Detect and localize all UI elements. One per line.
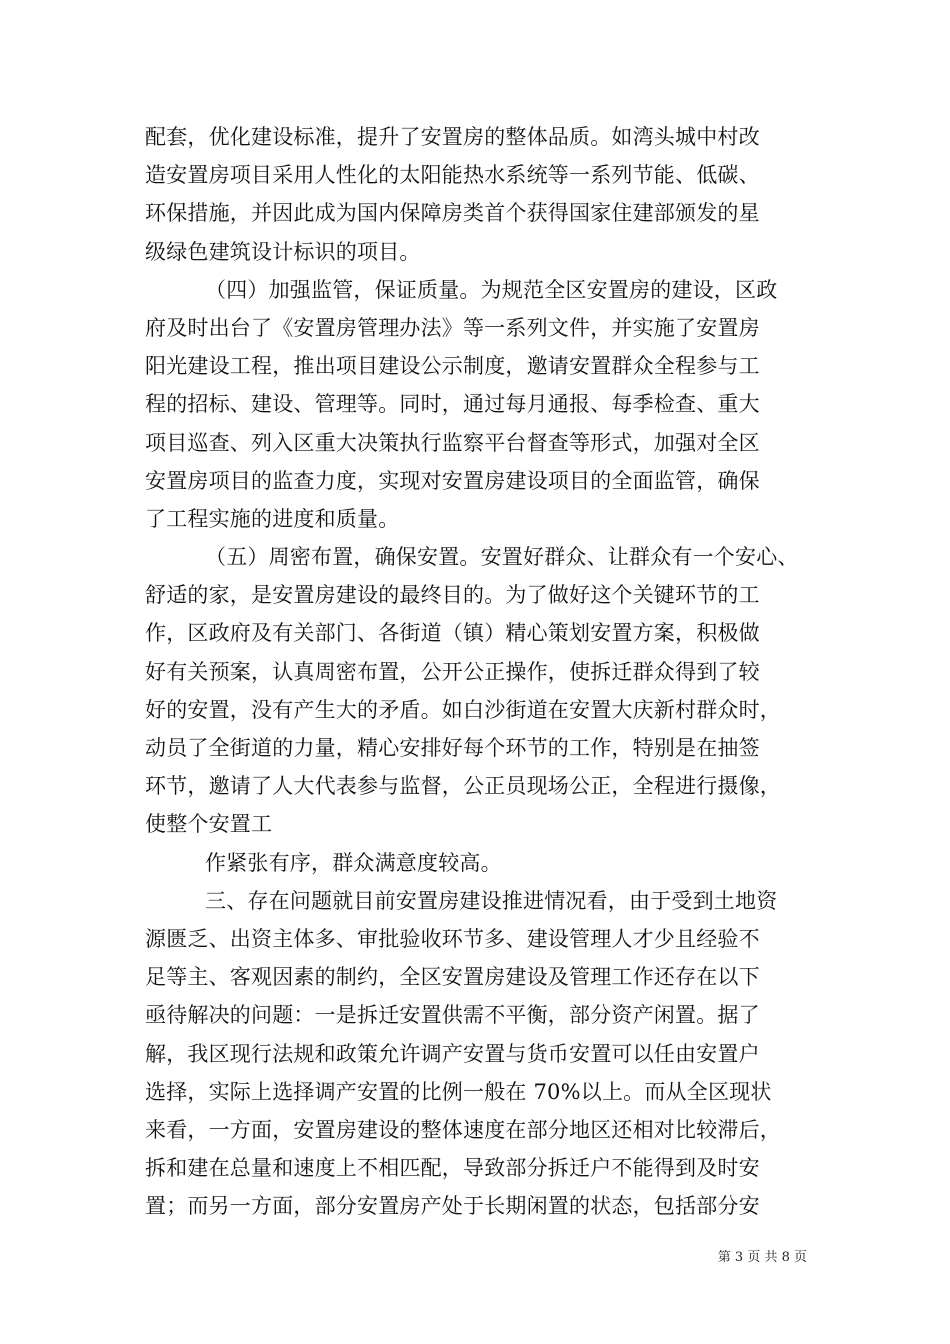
text-line: 环节，邀请了人大代表参与监督，公正员现场公正，全程进行摄像， [145, 774, 781, 799]
text-line: 来看，一方面，安置房建设的整体速度在部分地区还相对比较滞后， [145, 1117, 781, 1142]
text-line: 阳光建设工程，推出项目建设公示制度，邀请安置群众全程参与工 [145, 354, 760, 379]
text-line: 造安置房项目采用人性化的太阳能热水系统等一系列节能、低碳、 [145, 163, 760, 188]
text-line: 了工程实施的进度和质量。 [145, 506, 400, 531]
text-line: 动员了全街道的力量，精心安排好每个环节的工作，特别是在抽签 [145, 736, 760, 760]
text-line: 源匮乏、出资主体多、审批验收环节多、建设管理人才少且经验不 [145, 926, 760, 951]
body-text [145, 118, 805, 1225]
text-line: 使整个安置工 [145, 812, 273, 837]
text-line: 府及时出台了《安置房管理办法》等一系列文件，并实施了安置房 [145, 315, 760, 340]
text-line: （五）周密布置，确保安置。安置好群众、让群众有一个安心、 [205, 545, 799, 570]
text-line: 亟待解决的问题：一是拆迁安置供需不平衡，部分资产闲置。据了 [145, 1003, 760, 1028]
text-line: 拆和建在总量和速度上不相匹配，导致部分拆迁户不能得到及时安 [145, 1156, 760, 1181]
page-number: 第 3 页 共 8 页 [717, 1250, 807, 1265]
text-line: 好的安置，没有产生大的矛盾。如白沙街道在安置大庆新村群众时， [145, 697, 781, 722]
text-line: （四）加强监管，保证质量。为规范全区安置房的建设，区政 [205, 277, 778, 302]
text-line: 作，区政府及有关部门、各街道（镇）精心策划安置方案，积极做 [145, 621, 760, 646]
text-line: 选择，实际上选择调产安置的比例一般在 70%以上。而从全区现状 [145, 1079, 772, 1104]
text-line: 作紧张有序，群众满意度较高。 [205, 850, 502, 875]
text-line: 配套，优化建设标准，提升了安置房的整体品质。如湾头城中村改 [145, 125, 760, 149]
text-line: 项目巡查、列入区重大决策执行监察平台督查等形式，加强对全区 [145, 430, 760, 455]
text-line: 解，我区现行法规和政策允许调产安置与货币安置可以任由安置户 [145, 1041, 760, 1066]
text-line: 程的招标、建设、管理等。同时，通过每月通报、每季检查、重大 [145, 392, 760, 417]
text-line: 三、存在问题就目前安置房建设推进情况看，由于受到土地资 [205, 888, 778, 913]
text-line: 置；而另一方面，部分安置房产处于长期闲置的状态，包括部分安 [145, 1194, 760, 1219]
text-line: 安置房项目的监查力度，实现对安置房建设项目的全面监管，确保 [145, 468, 760, 493]
text-line: 足等主、客观因素的制约，全区安置房建设及管理工作还存在以下 [145, 965, 760, 990]
text-line: 好有关预案，认真周密布置，公开公正操作，使拆迁群众得到了较 [145, 659, 760, 684]
text-line: 级绿色建筑设计标识的项目。 [145, 239, 421, 264]
text-line: 环保措施，并因此成为国内保障房类首个获得国家住建部颁发的星 [145, 201, 760, 226]
text-line: 舒适的家，是安置房建设的最终目的。为了做好这个关键环节的工 [145, 583, 760, 608]
